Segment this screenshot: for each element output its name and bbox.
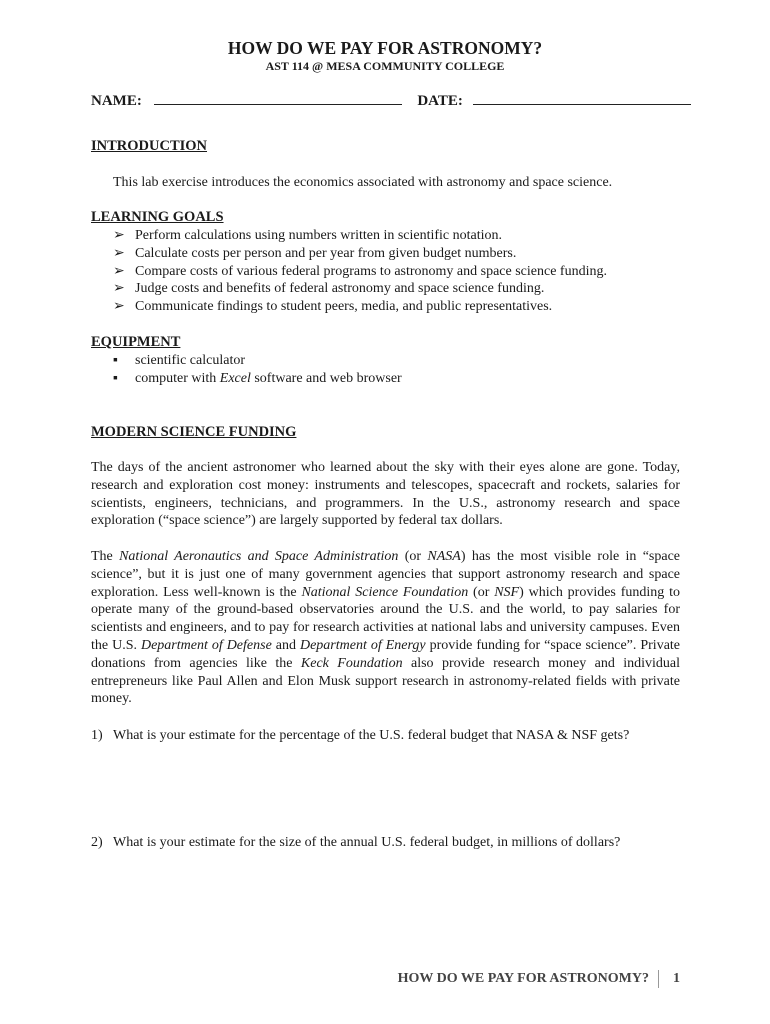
arrow-bullet-icon: ➢ xyxy=(113,299,125,315)
footer-divider xyxy=(658,970,659,988)
list-item xyxy=(113,227,607,245)
date-blank[interactable] xyxy=(473,92,691,105)
learning-goals-list xyxy=(113,227,607,316)
equipment-item-computer: computer with Excel software and web browser xyxy=(135,370,402,386)
introduction-text: This lab exercise introduces the economics associated with astronomy and space science. xyxy=(113,175,613,190)
list-item xyxy=(113,370,402,388)
question-1 xyxy=(91,727,691,745)
list-item xyxy=(113,352,402,370)
page-footer xyxy=(398,970,680,988)
name-label: NAME: xyxy=(91,93,142,109)
modern-funding-heading: MODERN SCIENCE FUNDING xyxy=(91,424,297,440)
footer-title: HOW DO WE PAY FOR ASTRONOMY? xyxy=(397,971,649,986)
square-bullet-icon: ▪ xyxy=(113,370,118,386)
page-title: HOW DO WE PAY FOR ASTRONOMY? xyxy=(227,38,543,58)
date-label: DATE: xyxy=(417,93,463,109)
question-text: What is your estimate for the size of the annual U.S. federal budget, in millions of dollars? xyxy=(113,835,621,850)
name-blank[interactable] xyxy=(154,92,402,105)
goal-text: Communicate findings to student peers, media, and public representatives. xyxy=(135,299,553,315)
goal-text: Perform calculations using numbers written in scientific notation. xyxy=(135,228,503,243)
question-text: What is your estimate for the percentage of the U.S. federal budget that NASA & NSF gets? xyxy=(113,728,630,743)
learning-goals-heading: LEARNING GOALS xyxy=(91,209,224,225)
name-date-row xyxy=(91,92,691,110)
equipment-item-calculator: scientific calculator xyxy=(135,353,245,368)
page-number: 1 xyxy=(673,971,680,986)
arrow-bullet-icon: ➢ xyxy=(113,228,125,243)
goal-text: Compare costs of various federal programs to astronomy and space science funding. xyxy=(135,263,607,279)
funding-paragraph-1: The days of the ancient astronomer who learned about the sky with their eyes alone are gone. Today, research and exploration cost money: instruments and telescopes, spacecraft and rockets, salaries for scientists, engineers, technicians, and programmers. In the U.S., astronomy research and space exploration (“space science”) are largely supported by federal tax dollars. xyxy=(91,460,680,529)
question-2 xyxy=(91,834,691,852)
funding-paragraph-2: The National Aeronautics and Space Administration (or NASA) has the most visible role in “space science”, but it is just one of many government agencies that support astronomy research and space exploration. Less well-known is the National Science Foundation (or NSF) which provides funding to operate many of the ground-based observatories around the U.S. and the world, to pay salaries for scientists and engineers, and to pay for research activities at national labs and university campuses. Even the U.S. Department of Defense and Department of Energy provide funding for “space science”. Private donations from agencies like the Keck Foundation also provide research money and individual entrepreneurs like Paul Allen and Elon Musk support research in astronomy-related fields with private money. xyxy=(91,549,681,707)
arrow-bullet-icon: ➢ xyxy=(113,263,125,279)
equipment-list xyxy=(113,352,402,388)
goal-text: Calculate costs per person and per year from given budget numbers. xyxy=(135,245,517,261)
square-bullet-icon: ▪ xyxy=(113,353,118,368)
arrow-bullet-icon: ➢ xyxy=(113,281,125,297)
arrow-bullet-icon: ➢ xyxy=(113,245,125,261)
list-item xyxy=(113,298,607,316)
equipment-heading: EQUIPMENT xyxy=(91,334,181,350)
question-number: 2) xyxy=(91,835,103,850)
list-item xyxy=(113,263,607,281)
page-subtitle: AST 114 @ MESA COMMUNITY COLLEGE xyxy=(265,59,505,73)
list-item xyxy=(113,280,607,298)
question-number: 1) xyxy=(91,728,103,743)
goal-text: Judge costs and benefits of federal astronomy and space science funding. xyxy=(135,281,545,297)
introduction-heading: INTRODUCTION xyxy=(91,138,208,154)
list-item xyxy=(113,245,607,263)
